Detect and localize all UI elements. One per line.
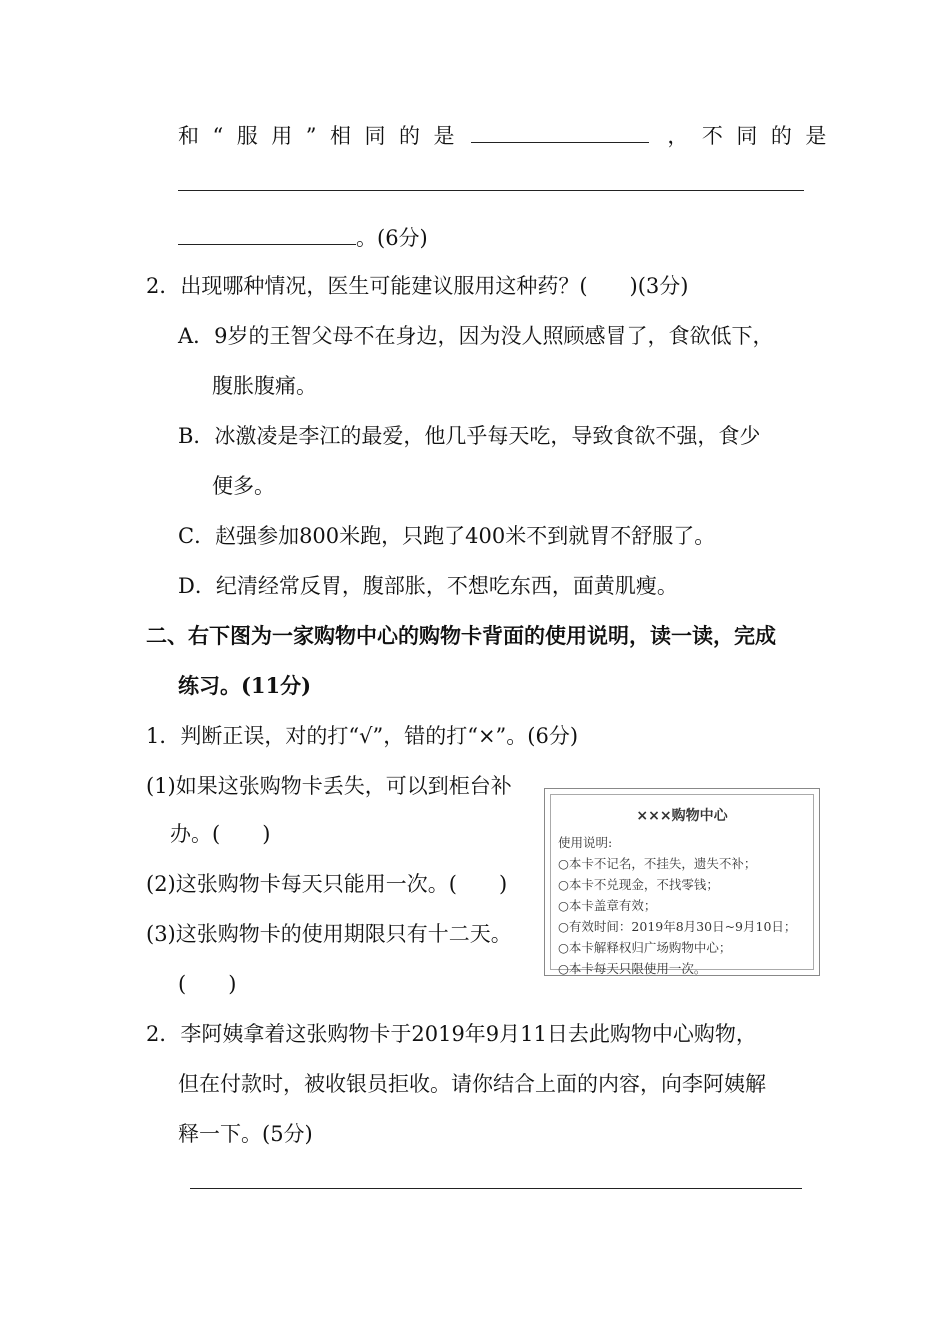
section2-heading: 二、右下图为一家购物中心的购物卡背面的使用说明，读一读，完成 (146, 623, 776, 648)
q2b-line2: 但在付款时，被收银员拒收。请你结合上面的内容，向李阿姨解 (178, 1072, 766, 1096)
card-subtitle: 使用说明: (558, 835, 613, 850)
answer-blank[interactable] (471, 124, 649, 143)
q1-line1-end: ，不同的是 (667, 124, 840, 148)
q2b-line1: 2．李阿姨拿着这张购物卡于2019年9月11日去此购物中心购物， (146, 1022, 757, 1046)
q2b-line3: 释一下。(5分) (178, 1122, 313, 1146)
q1-line3 (178, 224, 428, 252)
judge-item-1-cont: 办。( ) (170, 822, 271, 846)
q2-option-b: B．冰激凌是李江的最爱，他几乎每天吃，导致食欲不强，食少 (178, 424, 761, 448)
shopping-card-image (544, 788, 820, 976)
answer-line[interactable] (190, 1188, 802, 1189)
q1-line1 (178, 122, 840, 150)
q1-line3-tail: 。(6分) (356, 226, 428, 250)
q2-option-d: D．纪清经常反胃，腹部胀，不想吃东西，面黄肌瘦。 (178, 574, 678, 598)
card-rule: ○本卡盖章有效； (558, 898, 657, 913)
answer-line[interactable] (178, 190, 804, 191)
q2-option-b-cont: 便多。 (212, 474, 275, 498)
card-rule: ○本卡不兑现金，不找零钱； (558, 877, 719, 892)
q1-line1-start: 和“服用”相同的是 (178, 124, 468, 148)
q2-option-a: A．9岁的王智父母不在身边，因为没人照顾感冒了，食欲低下， (178, 324, 774, 348)
q2-option-a-cont: 腹胀腹痛。 (212, 374, 317, 398)
q2-stem: 2．出现哪种情况，医生可能建议服用这种药？( )(3分) (146, 274, 689, 298)
card-rule: ○本卡解释权归广场购物中心； (558, 940, 732, 955)
judge-item-1: (1)如果这张购物卡丢失，可以到柜台补 (146, 774, 512, 798)
card-rule: ○本卡每天只限使用一次。 (558, 961, 707, 976)
q2-option-c: C．赵强参加800米跑，只跑了400米不到就胃不舒服了。 (178, 524, 716, 548)
answer-blank[interactable] (178, 226, 356, 245)
judge-item-3: (3)这张购物卡的使用期限只有十二天。 (146, 922, 512, 946)
judge-item-2: (2)这张购物卡每天只能用一次。( ) (146, 872, 508, 896)
card-rule: ○有效时间：2019年8月30日~9月10日； (558, 919, 797, 934)
card-title: ×××购物中心 (636, 808, 728, 824)
judge-item-3-cont: ( ) (178, 972, 237, 996)
card-rule: ○本卡不记名，不挂失，遗失不补； (558, 856, 757, 871)
section2-heading-cont: 练习。(11分) (178, 673, 312, 698)
judge-stem: 1．判断正误，对的打“√”，错的打“×”。(6分) (146, 724, 579, 748)
